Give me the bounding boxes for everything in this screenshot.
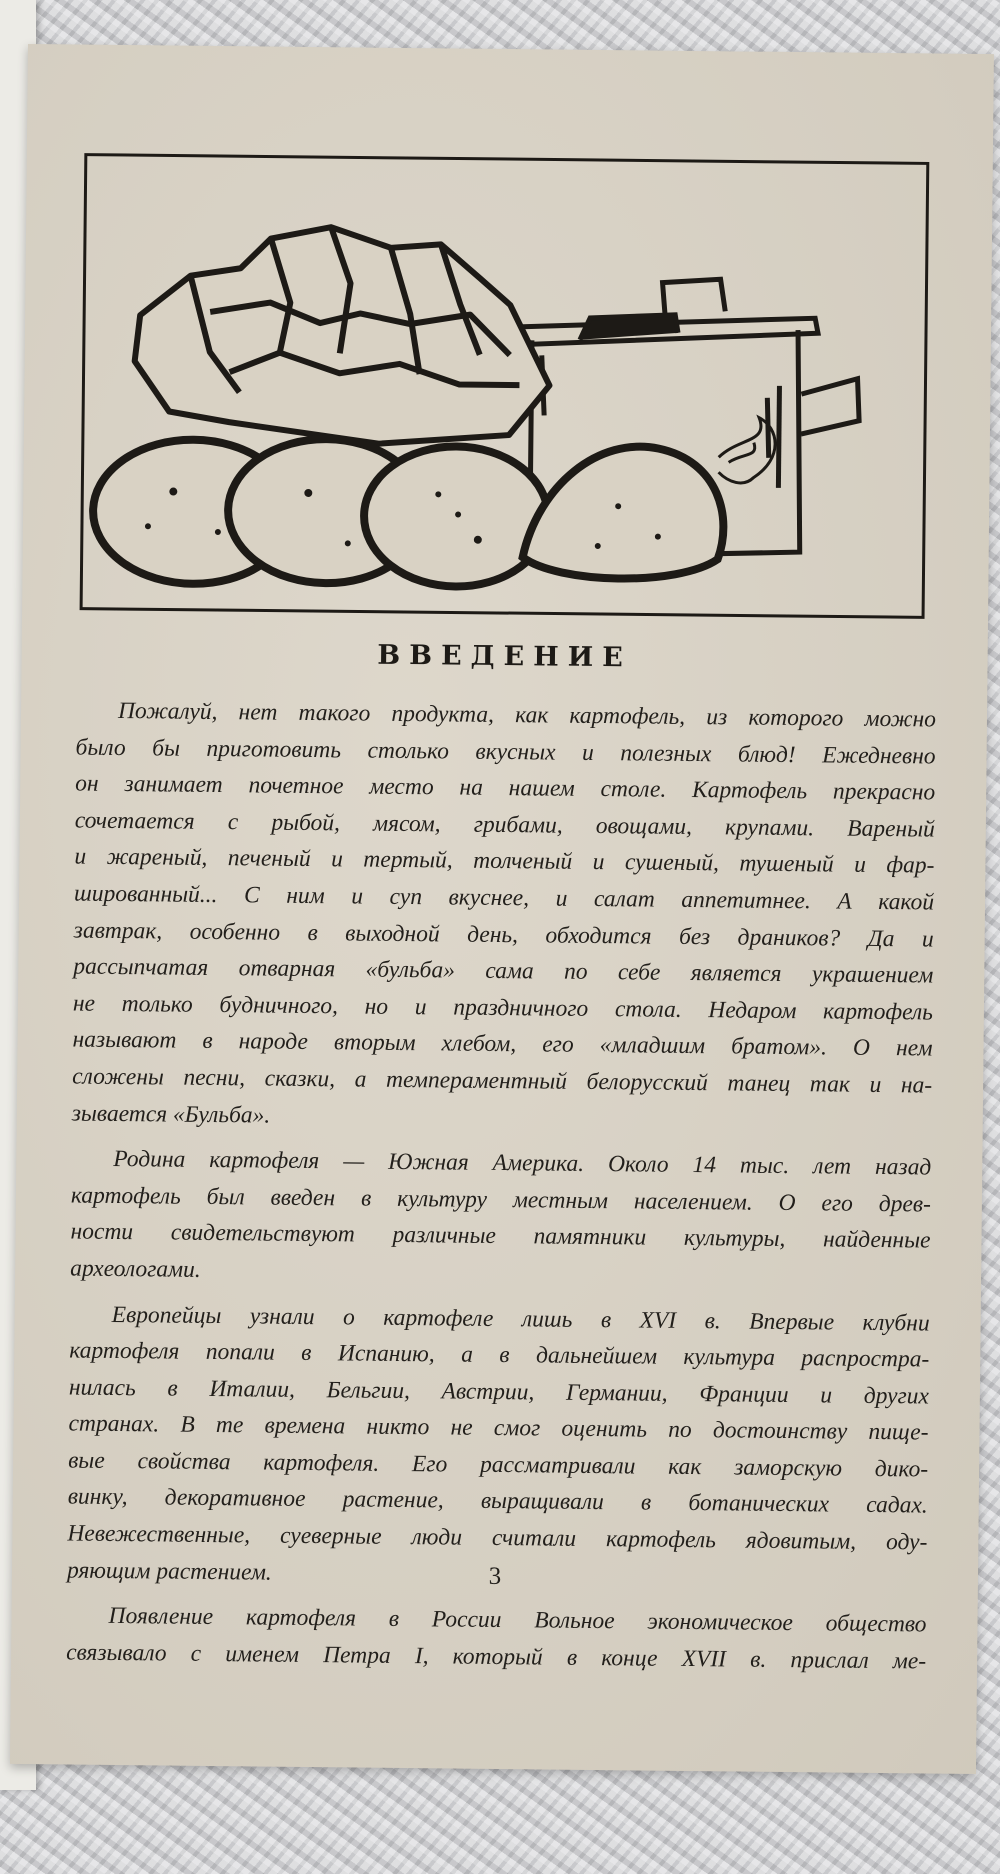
text-line: сочетается с рыбой, мясом, грибами, овощами, крупами. Вареный [74,807,935,843]
text-line: археологами. [70,1255,201,1283]
text-line: Пожалуй, нет такого продукта, как картофель, из которого можно [117,697,937,733]
potato-4 [522,445,724,579]
paragraph [70,1141,931,1296]
text-line: Появление картофеля в России Вольное экономическое общество [108,1603,927,1638]
illustration-drawing [77,151,932,622]
text-line: ности свидетельствуют различные памятники культуры, найденные [70,1218,931,1254]
text-line: странах. В те времена никто не смог оценить по достоинству пище- [68,1410,929,1446]
text-line: картофеля попали в Испанию, а в дальнейшем культура распростра- [69,1337,930,1373]
text-line: картофель был введен в культуру местным населением. О его древ- [70,1182,932,1218]
page-number: 3 [488,1562,502,1591]
text-line: вые свойства картофеля. Его рассматривали как заморскую дико- [68,1447,929,1483]
text-line: рассыпчатая отварная «бульба» сама по себе является украшением [73,953,934,989]
paragraph [66,1598,927,1680]
paragraph [72,693,937,1141]
text-line: ряющим растением. [66,1557,272,1586]
text-line: зывается «Бульба». [71,1100,271,1129]
text-line: завтрак, особенно в выходной день, обходится без драников? Да и [73,917,934,953]
book-page [10,44,994,1774]
text-line: называют в народе вторым хлебом, его «младшим братом». О нем [72,1026,933,1062]
body-text [66,693,936,1680]
text-line: не только будничного, но и праздничного стола. Недаром картофель [72,990,934,1026]
chapter-heading: ВВЕДЕНИЕ [377,639,632,674]
text-line: Невежественные, суеверные люди считали картофель ядовитым, оду- [67,1520,928,1556]
text-line: шированный... С ним и суп вкуснее, и салат аппетитнее. А какой [73,880,935,916]
text-line: Родина картофеля — Южная Америка. Около 14 тыс. лет назад [113,1146,932,1181]
text-line: Европейцы узнали о картофеле лишь в XVI в. Впервые клубни [111,1301,930,1337]
text-line: связывало с именем Петра I, который в конце XVII в. прислал ме- [66,1639,927,1675]
text-line: нилась в Италии, Бельгии, Австрии, Германии, Франции и других [68,1374,930,1410]
text-line: он занимает почетное место на нашем столе. Картофель прекрасно [75,770,936,806]
potatoes-and-pot-illustration [77,151,932,622]
text-line: и жареный, печеный и тертый, толченый и сушеный, тушеный и фар- [74,843,935,879]
cabbage-icon [134,225,551,445]
potatoes-icon [92,437,724,590]
text-line: было бы приготовить столько вкусных и полезных блюд! Ежедневно [75,734,936,770]
text-line: сложены песни, сказки, а темпераментный белорусский танец так и на- [72,1063,933,1099]
paragraph [67,1296,930,1598]
text-line: винку, декоративное растение, выращивали в ботанических садах. [67,1483,928,1519]
